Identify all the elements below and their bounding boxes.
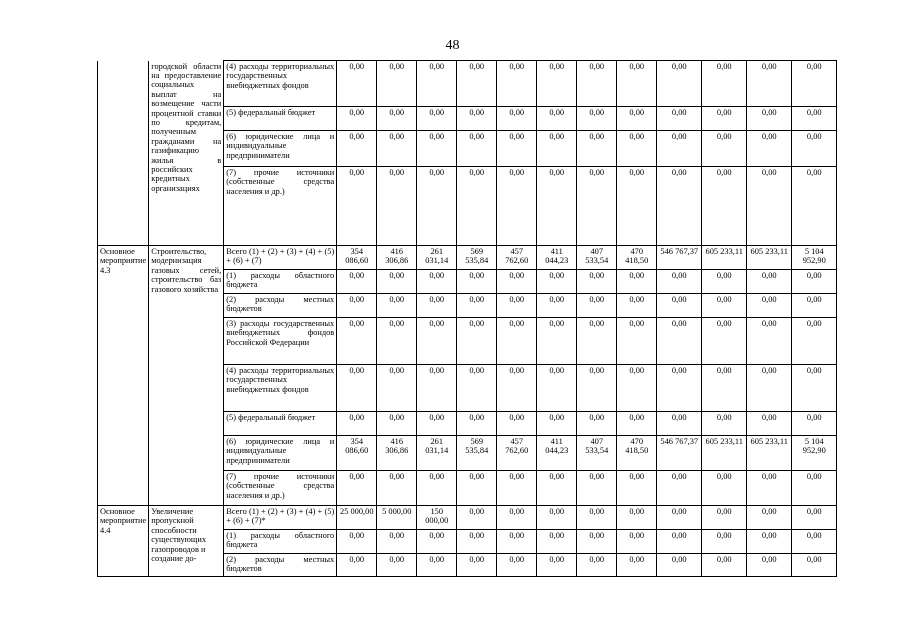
value-cell: 416 306,86: [377, 246, 417, 270]
measure-name-cell: Строительство, модернизация газовых сетей, строительство баз газового хозяйства: [149, 246, 224, 506]
source-label: (2) расходы местных бюджетов: [224, 294, 337, 318]
value-cell: 0,00: [657, 506, 702, 530]
value-cell: 0,00: [417, 294, 457, 318]
value-cell: 0,00: [537, 131, 577, 167]
value-cell: 0,00: [702, 167, 747, 246]
value-cell: 0,00: [657, 131, 702, 167]
value-cell: 0,00: [747, 471, 792, 506]
value-cell: 0,00: [792, 318, 837, 365]
value-cell: 0,00: [617, 471, 657, 506]
value-cell: 0,00: [417, 61, 457, 107]
value-cell: 0,00: [537, 365, 577, 412]
source-label: (1) расходы областного бюджета: [224, 270, 337, 294]
value-cell: 0,00: [702, 554, 747, 577]
value-cell: 0,00: [457, 107, 497, 131]
value-cell: 470 418,50: [617, 436, 657, 471]
value-cell: 0,00: [337, 61, 377, 107]
value-cell: 569 535,84: [457, 246, 497, 270]
value-cell: 407 533,54: [577, 246, 617, 270]
value-cell: 0,00: [617, 270, 657, 294]
value-cell: 0,00: [657, 530, 702, 554]
value-cell: 0,00: [337, 270, 377, 294]
value-cell: 0,00: [377, 107, 417, 131]
value-cell: 0,00: [457, 365, 497, 412]
value-cell: 0,00: [747, 530, 792, 554]
source-label: (1) расходы областного бюджета: [224, 530, 337, 554]
source-label: (2) расходы местных бюджетов: [224, 554, 337, 577]
value-cell: 0,00: [617, 318, 657, 365]
value-cell: 0,00: [497, 318, 537, 365]
source-label: (5) федеральный бюджет: [224, 412, 337, 436]
value-cell: 0,00: [417, 107, 457, 131]
value-cell: 0,00: [747, 506, 792, 530]
source-label: (6) юридические лица и индивидуальные предприниматели: [224, 436, 337, 471]
value-cell: 0,00: [577, 270, 617, 294]
value-cell: 0,00: [457, 294, 497, 318]
value-cell: 0,00: [377, 131, 417, 167]
value-cell: 0,00: [702, 412, 747, 436]
measure-name-cell: городской области на предоставление социальных выплат на возмещение части процентной ставки по кредитам, полученным гражданами на газификацию жилья в российских кредитных организациях: [149, 61, 224, 246]
measure-code-cell: [98, 61, 149, 246]
value-cell: 546 767,37: [657, 436, 702, 471]
value-cell: 0,00: [617, 554, 657, 577]
source-label: (4) расходы территориальных государственных внебюджетных фондов: [224, 61, 337, 107]
value-cell: 0,00: [377, 365, 417, 412]
value-cell: 605 233,11: [702, 246, 747, 270]
value-cell: 0,00: [417, 530, 457, 554]
value-cell: 0,00: [577, 131, 617, 167]
value-cell: 0,00: [702, 294, 747, 318]
value-cell: 0,00: [792, 61, 837, 107]
value-cell: 0,00: [747, 318, 792, 365]
value-cell: 0,00: [702, 131, 747, 167]
measure-code-cell: Основное мероприятие 4.4: [98, 506, 149, 577]
value-cell: 0,00: [577, 294, 617, 318]
value-cell: 354 086,60: [337, 436, 377, 471]
value-cell: 0,00: [337, 365, 377, 412]
value-cell: 0,00: [417, 412, 457, 436]
value-cell: 0,00: [377, 270, 417, 294]
value-cell: 0,00: [337, 530, 377, 554]
value-cell: 0,00: [377, 554, 417, 577]
value-cell: 0,00: [747, 107, 792, 131]
value-cell: 0,00: [497, 412, 537, 436]
value-cell: 5 000,00: [377, 506, 417, 530]
value-cell: 0,00: [617, 365, 657, 412]
value-cell: 0,00: [792, 270, 837, 294]
value-cell: 0,00: [792, 412, 837, 436]
value-cell: 0,00: [417, 167, 457, 246]
value-cell: 0,00: [792, 167, 837, 246]
value-cell: 0,00: [457, 318, 497, 365]
source-label: Всего (1) + (2) + (3) + (4) + (5) + (6) + (7)*: [224, 506, 337, 530]
value-cell: 546 767,37: [657, 246, 702, 270]
value-cell: 0,00: [577, 530, 617, 554]
value-cell: 0,00: [702, 61, 747, 107]
value-cell: 0,00: [457, 530, 497, 554]
value-cell: 0,00: [702, 270, 747, 294]
measure-name-cell: Увеличение пропускной способности существующих газопроводов и создание до-: [149, 506, 224, 577]
value-cell: 0,00: [537, 530, 577, 554]
value-cell: 0,00: [617, 107, 657, 131]
value-cell: 0,00: [497, 61, 537, 107]
value-cell: 0,00: [657, 318, 702, 365]
value-cell: 0,00: [337, 554, 377, 577]
value-cell: 411 044,23: [537, 246, 577, 270]
value-cell: 0,00: [537, 294, 577, 318]
value-cell: 0,00: [377, 412, 417, 436]
value-cell: 0,00: [377, 530, 417, 554]
value-cell: 0,00: [497, 506, 537, 530]
value-cell: 0,00: [457, 61, 497, 107]
value-cell: 354 086,60: [337, 246, 377, 270]
value-cell: 0,00: [417, 554, 457, 577]
value-cell: 0,00: [577, 471, 617, 506]
source-label: Всего (1) + (2) + (3) + (4) + (5) + (6) + (7): [224, 246, 337, 270]
source-label: (3) расходы государственных внебюджетных фондов Российской Федерации: [224, 318, 337, 365]
value-cell: 0,00: [537, 318, 577, 365]
value-cell: 457 762,60: [497, 436, 537, 471]
value-cell: 0,00: [377, 471, 417, 506]
value-cell: 0,00: [457, 506, 497, 530]
value-cell: 0,00: [377, 294, 417, 318]
value-cell: 0,00: [537, 107, 577, 131]
value-cell: 0,00: [617, 412, 657, 436]
value-cell: 457 762,60: [497, 246, 537, 270]
value-cell: 0,00: [577, 412, 617, 436]
value-cell: 0,00: [577, 506, 617, 530]
value-cell: 0,00: [577, 107, 617, 131]
value-cell: 0,00: [457, 167, 497, 246]
value-cell: 411 044,23: [537, 436, 577, 471]
value-cell: 0,00: [417, 318, 457, 365]
value-cell: 0,00: [417, 471, 457, 506]
source-label: (7) прочие источники (собственные средства населения и др.): [224, 167, 337, 246]
value-cell: 0,00: [617, 294, 657, 318]
value-cell: 0,00: [657, 107, 702, 131]
value-cell: 0,00: [617, 167, 657, 246]
value-cell: 0,00: [337, 131, 377, 167]
value-cell: 0,00: [577, 318, 617, 365]
value-cell: 569 535,84: [457, 436, 497, 471]
value-cell: 0,00: [702, 365, 747, 412]
value-cell: 261 031,14: [417, 246, 457, 270]
value-cell: 0,00: [747, 270, 792, 294]
value-cell: 0,00: [617, 131, 657, 167]
page-number: 48: [445, 38, 460, 53]
value-cell: 0,00: [747, 167, 792, 246]
value-cell: 605 233,11: [747, 246, 792, 270]
value-cell: 0,00: [657, 554, 702, 577]
value-cell: 0,00: [747, 131, 792, 167]
value-cell: 0,00: [792, 294, 837, 318]
value-cell: 0,00: [417, 365, 457, 412]
table-row: [98, 246, 837, 270]
value-cell: 0,00: [702, 506, 747, 530]
measure-code-cell: Основное мероприятие 4.3: [98, 246, 149, 506]
value-cell: 0,00: [497, 131, 537, 167]
value-cell: 0,00: [792, 530, 837, 554]
value-cell: 0,00: [497, 530, 537, 554]
source-label: (7) прочие источники (собственные средства населения и др.): [224, 471, 337, 506]
value-cell: 0,00: [792, 107, 837, 131]
value-cell: 470 418,50: [617, 246, 657, 270]
value-cell: 0,00: [657, 167, 702, 246]
value-cell: 0,00: [337, 294, 377, 318]
value-cell: 0,00: [702, 471, 747, 506]
value-cell: 25 000,00: [337, 506, 377, 530]
value-cell: 0,00: [377, 167, 417, 246]
value-cell: 0,00: [577, 554, 617, 577]
value-cell: 0,00: [657, 412, 702, 436]
value-cell: 0,00: [657, 294, 702, 318]
value-cell: 0,00: [617, 530, 657, 554]
value-cell: 0,00: [537, 506, 577, 530]
value-cell: 0,00: [457, 471, 497, 506]
value-cell: 0,00: [577, 61, 617, 107]
value-cell: 0,00: [702, 107, 747, 131]
value-cell: 0,00: [337, 167, 377, 246]
value-cell: 0,00: [457, 270, 497, 294]
value-cell: 0,00: [747, 365, 792, 412]
value-cell: 0,00: [457, 131, 497, 167]
value-cell: 0,00: [417, 131, 457, 167]
table-row: [98, 506, 837, 530]
value-cell: 0,00: [792, 131, 837, 167]
value-cell: 0,00: [497, 270, 537, 294]
value-cell: 407 533,54: [577, 436, 617, 471]
value-cell: 0,00: [747, 554, 792, 577]
value-cell: 0,00: [657, 471, 702, 506]
value-cell: 605 233,11: [747, 436, 792, 471]
budget-table: [97, 60, 837, 577]
value-cell: 0,00: [497, 471, 537, 506]
table-row: [98, 61, 837, 107]
value-cell: 0,00: [417, 270, 457, 294]
value-cell: 0,00: [337, 318, 377, 365]
value-cell: 261 031,14: [417, 436, 457, 471]
value-cell: 0,00: [617, 506, 657, 530]
value-cell: 0,00: [792, 365, 837, 412]
value-cell: 0,00: [457, 412, 497, 436]
value-cell: 0,00: [497, 554, 537, 577]
source-label: (5) федеральный бюджет: [224, 107, 337, 131]
value-cell: 0,00: [537, 270, 577, 294]
value-cell: 0,00: [792, 471, 837, 506]
value-cell: 0,00: [577, 365, 617, 412]
value-cell: 0,00: [377, 318, 417, 365]
value-cell: 0,00: [497, 107, 537, 131]
value-cell: 0,00: [747, 61, 792, 107]
value-cell: 0,00: [702, 530, 747, 554]
value-cell: 0,00: [537, 61, 577, 107]
value-cell: 0,00: [497, 294, 537, 318]
value-cell: 0,00: [337, 107, 377, 131]
value-cell: 0,00: [497, 167, 537, 246]
value-cell: 0,00: [657, 365, 702, 412]
value-cell: 0,00: [457, 554, 497, 577]
value-cell: 0,00: [377, 61, 417, 107]
value-cell: 0,00: [792, 506, 837, 530]
value-cell: 0,00: [792, 554, 837, 577]
value-cell: 0,00: [657, 61, 702, 107]
value-cell: 605 233,11: [702, 436, 747, 471]
value-cell: 0,00: [337, 471, 377, 506]
value-cell: 0,00: [702, 318, 747, 365]
value-cell: 0,00: [337, 412, 377, 436]
value-cell: 0,00: [747, 412, 792, 436]
source-label: (4) расходы территориальных государственных внебюджетных фондов: [224, 365, 337, 412]
source-label: (6) юридические лица и индивидуальные предприниматели: [224, 131, 337, 167]
value-cell: 0,00: [577, 167, 617, 246]
value-cell: 0,00: [657, 270, 702, 294]
value-cell: 5 104 952,90: [792, 246, 837, 270]
value-cell: 0,00: [497, 365, 537, 412]
value-cell: 0,00: [617, 61, 657, 107]
value-cell: 0,00: [537, 554, 577, 577]
value-cell: 0,00: [747, 294, 792, 318]
value-cell: 416 306,86: [377, 436, 417, 471]
value-cell: 0,00: [537, 412, 577, 436]
value-cell: 150 000,00: [417, 506, 457, 530]
value-cell: 0,00: [537, 471, 577, 506]
value-cell: 0,00: [537, 167, 577, 246]
value-cell: 5 104 952,90: [792, 436, 837, 471]
